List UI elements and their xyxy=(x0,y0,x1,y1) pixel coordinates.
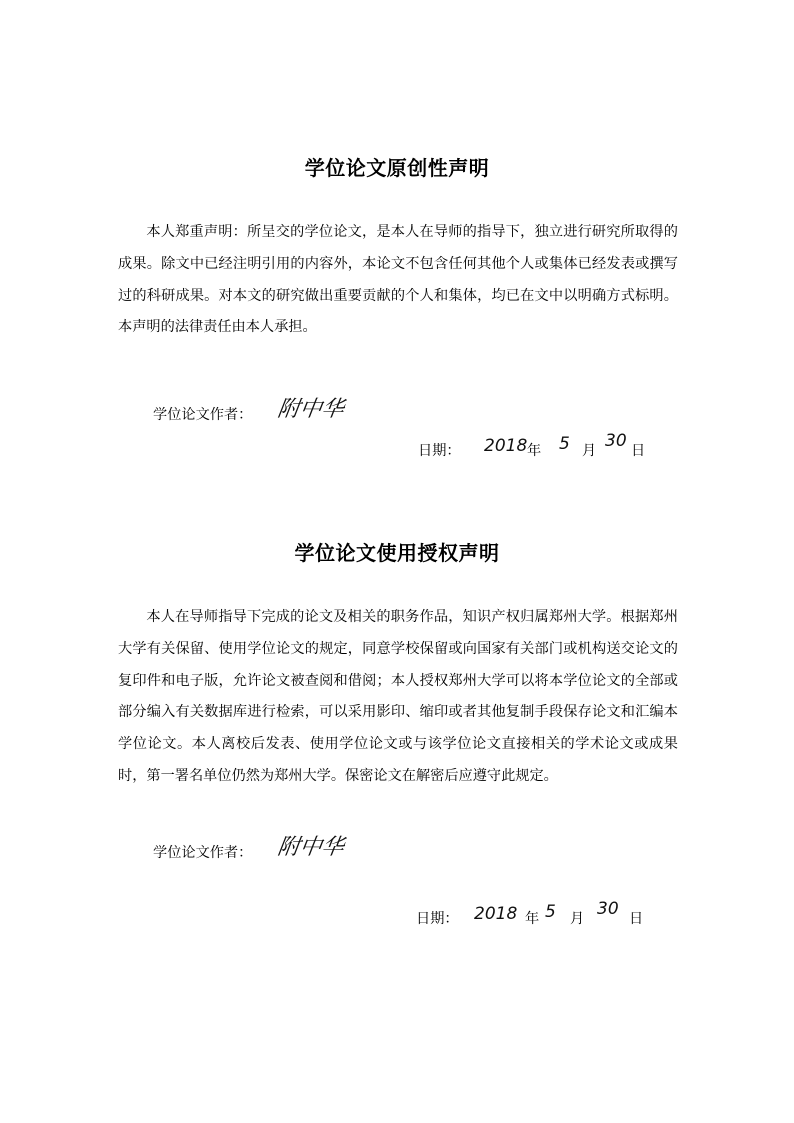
authorization-declaration-title: 学位论文使用授权声明 xyxy=(294,541,500,565)
date-year-handwritten: 2018 xyxy=(484,436,528,456)
originality-declaration-title: 学位论文原创性声明 xyxy=(304,156,490,180)
author-label: 学位论文作者： xyxy=(153,407,253,423)
originality-declaration-body: 本人郑重声明：所呈交的学位论文，是本人在导师的指导下，独立进行研究所取得的成果。除文中已经注明引用的内容外，本论文不包含任何其他个人或集体已经发表或撰写过的科研成果。对本文的研究做出重要贡献的个人和集体，均已在文中以明确方式标明。本声明的法律责任由本人承担。 xyxy=(118,224,678,336)
author-label: 学位论文作者： xyxy=(153,845,253,861)
month-unit: 月 xyxy=(570,911,585,927)
date-label: 日期： xyxy=(418,443,461,459)
date-day-handwritten: 30 xyxy=(605,431,627,451)
date-label: 日期： xyxy=(416,911,459,927)
year-unit: 年 xyxy=(527,443,542,459)
author-signature: 附中华 xyxy=(275,835,346,860)
date-day-handwritten: 30 xyxy=(597,899,619,919)
month-unit: 月 xyxy=(582,443,597,459)
date-month-handwritten: 5 xyxy=(559,434,570,454)
year-unit: 年 xyxy=(525,911,540,927)
authorization-declaration-body: 本人在导师指导下完成的论文及相关的职务作品，知识产权归属郑州大学。根据郑州大学有关保留、使用学位论文的规定，同意学校保留或向国家有关部门或机构送交论文的复印件和电子版，允许论文被查阅和借阅；本人授权郑州大学可以将本学位论文的全部或部分编入有关数据库进行检索，可以采用影印、缩印或者其他复制手段保存论文和汇编本学位论文。本人离校后发表、使用学位论文或与该学位论文直接相关的学术论文或成果时，第一署名单位仍然为郑州大学。保密论文在解密后应遵守此规定。 xyxy=(118,609,678,784)
author-signature: 附中华 xyxy=(275,397,346,422)
date-month-handwritten: 5 xyxy=(545,902,556,922)
day-unit: 日 xyxy=(631,443,646,459)
day-unit: 日 xyxy=(629,911,644,927)
date-year-handwritten: 2018 xyxy=(474,904,518,924)
